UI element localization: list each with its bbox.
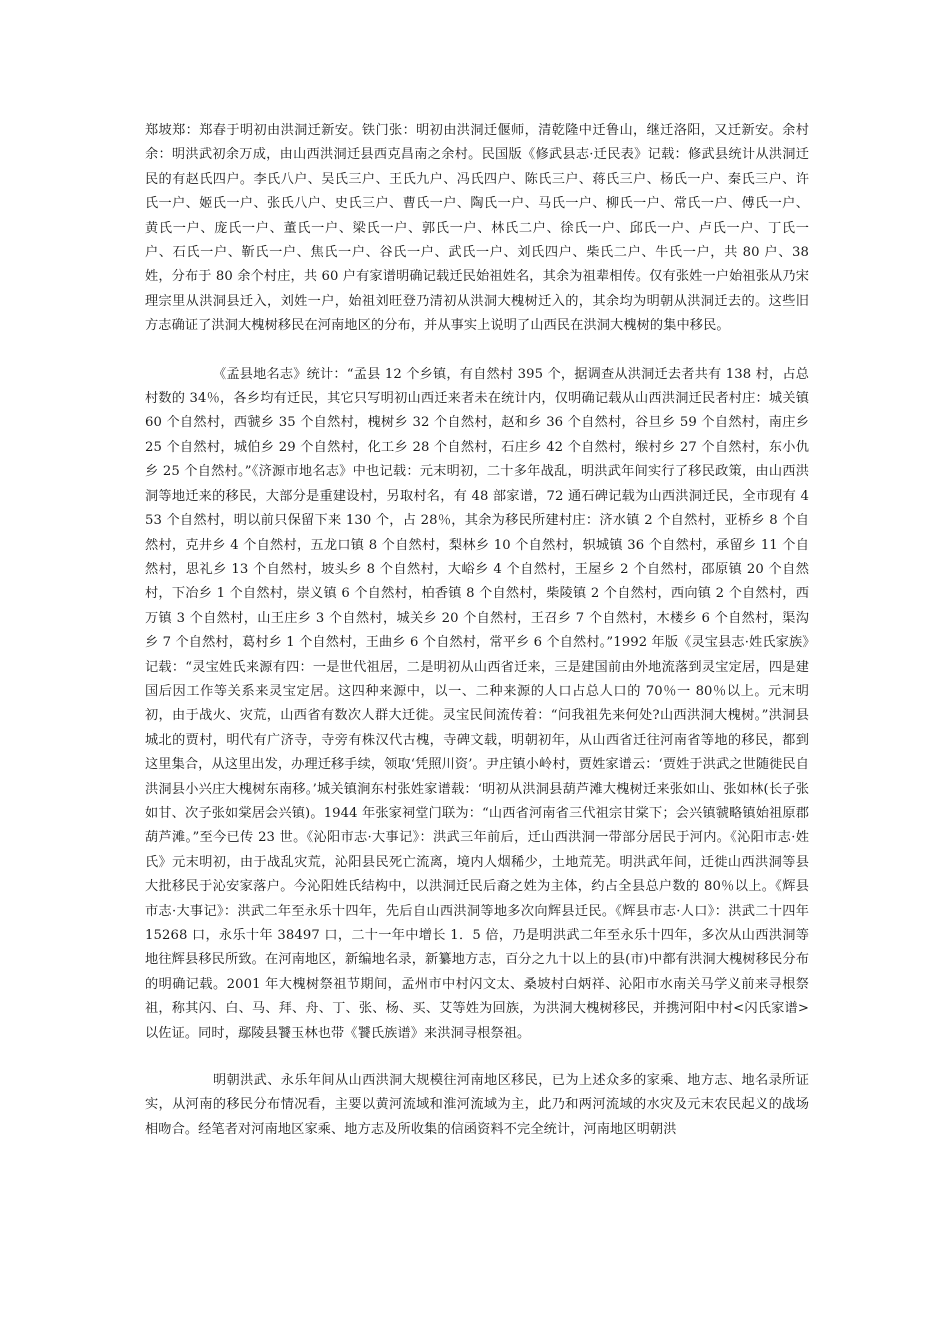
paragraph-1: 郑坡郑：郑春于明初由洪洞迁新安。铁门张：明初由洪洞迁偃师，清乾隆中迁鲁山，继迁洛阳，又迁新安。余村余：明洪武初余万成，由山西洪洞迁县西克昌南之余村。民国版《修武县志·迁民表》记载：修武县统计从洪洞迁民的有赵氏四户。李氏八户、吴氏三户、王氏九户、冯氏四户、陈氏三户、蒋氏三户、杨氏一户、秦氏三户、许氏一户、姬氏一户、张氏八户、史氏三户、曹氏一户、陶氏一户、马氏一户、柳氏一户、常氏一户、傅氏一户、黄氏一户、庞氏一户、董氏一户、梁氏一户、郭氏一户、林氏二户、徐氏一户、邱氏一户、卢氏一户、丁氏一户、石氏一户、靳氏一户、焦氏一户、谷氏一户、武氏一户、刘氏四户、柴氏二户、牛氏一户，共 80 户、38 姓，分布于 80 余个村庄，共 60 户有家谱明确记载迁民始祖姓名，其余为祖辈相传。仅有张姓一户始祖张从乃宋理宗里从洪洞县迁入，刘姓一户，始祖刘旺登乃清初从洪洞大槐树迁入的，其余均为明朝从洪洞迁去的。这些旧方志确证了洪洞大槐树移民在河南地区的分布，并从事实上说明了山西民在洪洞大槐树的集中移民。 (145, 123, 809, 334)
paragraph-2: 《孟县地名志》统计：“孟县 12 个乡镇，有自然村 395 个，据调查从洪洞迁去者共有 138 村，占总村数的 34％，各乡均有迁民，其它只写明初山西迁来者未在统计内，仅明确记载从山西洪洞迁民者村庄：城关镇 60 个自然村，西虢乡 35 个自然村，槐树乡 32 个自然村，赵和乡 36 个自然村，谷旦乡 59 个自然村，南庄乡 25 个自然村，城伯乡 29 个自然村，化工乡 28 个自然村，石庄乡 42 个自然村，缑村乡 27 个自然村，东小仇乡 25 个自然村。”《济源市地名志》中也记载：元末明初，二十多年战乱，明洪武年间实行了移民政策，由山西洪洞等地迁来的移民，大部分是重建设村，另取村名，有 48 部家谱，72 通石碑记载为山西洪洞迁民，全市现有 453 个自然村，明以前只保留下来 130 个，占 28％，其余为移民所建村庄：济水镇 2 个自然村，亚桥乡 8 个自然村，克井乡 4 个自然村，五龙口镇 8 个自然村，梨林乡 10 个自然村，轵城镇 36 个自然村，承留乡 11 个自然村，思礼乡 13 个自然村，坡头乡 8 个自然村，大峪乡 4 个自然村，王屋乡 2 个自然村，邵原镇 20 个自然村，下冶乡 1 个自然村，崇义镇 6 个自然村，柏香镇 8 个自然村，柴陵镇 2 个自然村，西向镇 2 个自然村，西万镇 3 个自然村，山王庄乡 3 个自然村，城关乡 20 个自然村，王召乡 7 个自然村，木楼乡 6 个自然村，渠沟乡 7 个自然村，葛村乡 1 个自然村，王曲乡 6 个自然村，常平乡 6 个自然村。”1992 年版《灵宝县志·姓氏家族》记载：“灵宝姓氏来源有四：一是世代祖居，二是明初从山西省迁来，三是建国前由外地流落到灵宝定居，四是建国后因工作等关系来灵宝定居。这四种来源中，以一、二种来源的人口占总人口的 70％一 80％以上。元末明初，由于战火、灾荒，山西省有数次人群大迁徙。灵宝民间流传着：“问我祖先来何处?山西洪洞大槐树。”洪洞县城北的贾村，明代有广济寺，寺旁有株汉代古槐，寺碑文载，明朝初年，从山西省迁往河南省等地的移民，都到这里集合，从这里出发，办理迁移手续，领取‘凭照川资’。尹庄镇小岭村，贾姓家谱云：‘贾姓于洪武之世随徙民自洪洞县小兴庄大槐树东南移。’城关镇涧东村张姓家谱载：‘明初从洪洞县葫芦滩大槐树迁来张如山、张如林(长子张如甘、次子张如棠居会兴镇)。1944 年张家祠堂门联为：“山西省河南省三代祖宗甘棠下；会兴镇虢略镇始祖原郡葫芦滩。”至今已传 23 世。《沁阳市志·大事记》：洪武三年前后，迁山西洪洞一带部分居民于河内。《沁阳市志·姓氏》元末明初，由于战乱灾荒，沁阳县民死亡流离，境内人烟稀少，土地荒芜。明洪武年间，迁徙山西洪洞等县大批移民于沁安家落户。今沁阳姓氏结构中，以洪洞迁民后裔之姓为主体，约占全县总户数的 80％以上。《辉县市志·大事记》：洪武二年至永乐十四年，先后自山西洪洞等地多次向辉县迁民。《辉县市志·人口》：洪武二十四年 15268 口，永乐十年 38497 口，二十一年中增长 1．5 倍，乃是明洪武二年至永乐十四年，多次从山西洪洞等地往辉县移民所致。在河南地区，新编地名录，新纂地方志，百分之九十以上的县(市)中都有洪洞大槐树移民分布的明确记载。2001 年大槐树祭祖节期间，孟州市中村闪文太、桑坡村白炳祥、沁阳市水南关马学义前来寻根祭祖，称其闪、白、马、拜、舟、丁、张、杨、买、艾等姓为回族，为洪洞大槐树移民，并携河阳中村<闪氏家谱>以佐证。同时，鄢陵县饕玉林也带《饕氏族谱》来洪洞寻根祭祖。 (145, 366, 809, 1041)
document-page (145, 119, 809, 1142)
paragraph-3: 明朝洪武、永乐年间从山西洪洞大规模往河南地区移民，已为上述众多的家乘、地方志、地名录所证实，从河南的移民分布情况看，主要以黄河流域和淮河流域为主，此乃和两河流域的水灾及元末农民起义的战场相吻合。经笔者对河南地区家乘、地方志及所收集的信函资料不完全统计，河南地区明朝洪 (145, 1073, 809, 1137)
